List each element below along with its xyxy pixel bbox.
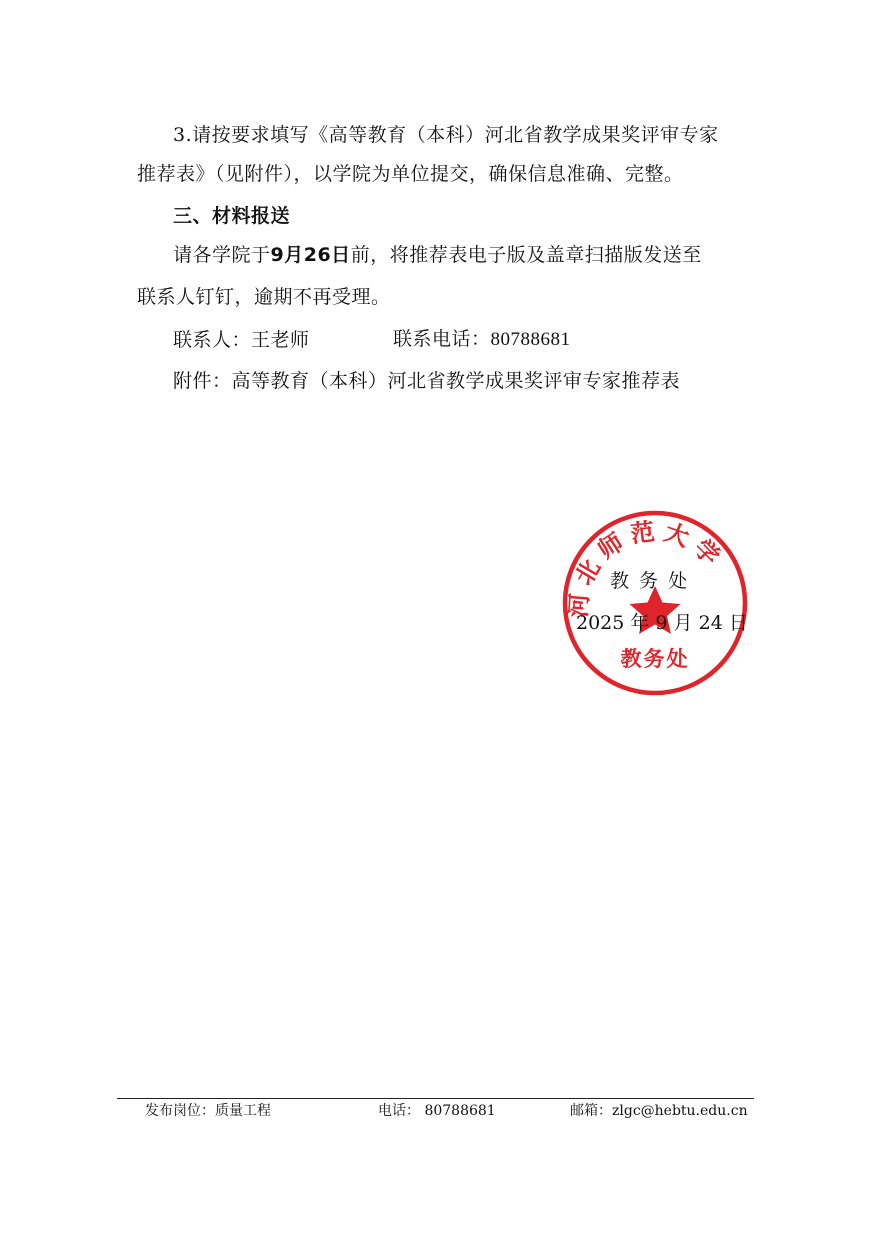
item-3-line-2: 推荐表》（见附件），以学院为单位提交，确保信息准确、完整。 bbox=[137, 163, 684, 185]
contact-person: 联系人：王老师 bbox=[173, 329, 310, 351]
seal-bottom-text: 教务处 bbox=[620, 647, 690, 671]
item-3-line-1: 3.请按要求填写《高等教育（本科）河北省教学成果奖评审专家 bbox=[173, 124, 719, 146]
signature-office: 教 务 处 bbox=[610, 570, 690, 592]
signature-date: 2025 年 9 月 24 日 bbox=[576, 612, 748, 634]
submit-line-2: 联系人钉钉，逾期不再受理。 bbox=[137, 286, 391, 308]
footer-divider bbox=[117, 1098, 754, 1099]
submit-text-c: 前，将推荐表电子版及盖章扫描版发送至 bbox=[350, 244, 702, 266]
submit-text-a: 请各学院于 bbox=[173, 244, 271, 266]
contact-phone: 联系电话：80788681 bbox=[393, 329, 571, 350]
attachment-line: 附件：高等教育（本科）河北省教学成果奖评审专家推荐表 bbox=[173, 370, 681, 392]
submit-line-1 bbox=[173, 242, 702, 268]
submit-deadline: 9月26日 bbox=[270, 244, 351, 266]
seal-arc-text: 河北师范大学 bbox=[563, 515, 731, 619]
section-3-heading: 三、材料报送 bbox=[173, 205, 291, 227]
footer-post: 发布岗位：质量工程 bbox=[145, 1103, 271, 1119]
seal-graphic bbox=[560, 508, 750, 698]
official-seal bbox=[560, 508, 750, 698]
footer-phone: 电话： 80788681 bbox=[378, 1103, 496, 1119]
footer-email: 邮箱：zlgc@hebtu.edu.cn bbox=[570, 1103, 748, 1119]
